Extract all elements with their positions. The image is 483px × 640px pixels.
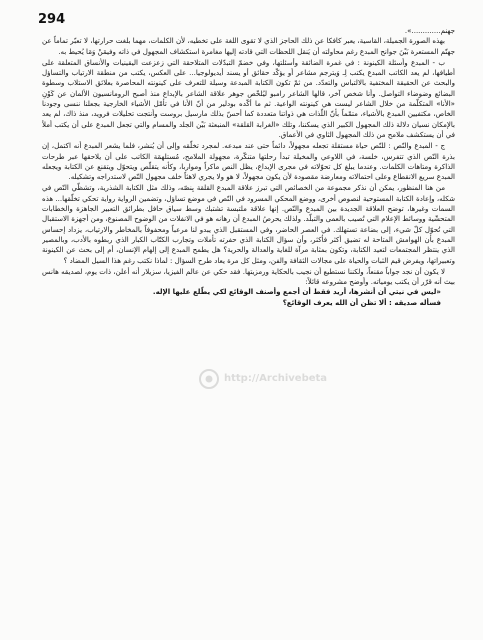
quote-line-1: «ليس في نيتي أن أنشرها، أريد فقط أن أجمع وأصنف الوقائع لكي يطّلع عليها الإله. xyxy=(152,287,441,297)
paragraph-section-b: ب - المبدع وأسئلة الكينونة : في غمرة الضائقة وأسئلتها، وفي خضمّ التبدّلات المتلاحقة التي زعزعت اليقينيات والأنساق المتعلقة على أطيافها، لم يعد الكاتب المبدع يكتب لِـ وَيترجم مشاعر أو يؤكّد حقائق أو يسند أيديولوجيا... على العكس، يكتب من منطقة الارتياب والتساؤل والبحث عن الحقيقة المختفية بالالتباس والتعدّد. من ثمّ تكون الكتابة المبدعة وسيلة للتعرف على كينونته المحاصرة بعلائق الاستلاب وسطوة البضائع وضوضاء التواصل. وأنا شخص آخر، قالها الشاعر رامبو ليُلخّص جوهر علاقة الشاعر بالإبداع منذ أصبح الرومانسيون الألمان عن كَوْنِ «الأنا» المتكلّمة من خلال الشاعر ليست هي كينونته الواعية. ثم ما أكّده بودلير من أنّ الأنا في تأمّل الأشياء الخارجية بجعلنا ننسى وجودنا الخاص، مكتفيين المبدع بالأشياء، متمّماً بأنّ اللّذات هي ذواتنا متعددة كما أحسّ بذلك مارسيل بروست وأنتجت تحليلات فرويد، منذ ذاك، لم يعد بالإمكان نسيان دلالة ذلك المجهول الكبير الذي يسكننا، وتلك «الغرابة القلقة» المنبعثة بَيْن الجلد والمسام والتي تجعل المبدع على أن يكتب أملاً في أن يستكشف ملامح من ذلك المجهول الثاوي في الأعماق. xyxy=(42,57,455,139)
paragraph-anecdote: لا يكون أن نجد جواباً مقنعاً، ولكننا نستطيع أن نجيب بالحكاية ورمزيتها. فقد حكي عن عالم الفيزيا، سزيلار أنه أعلن، ذات يوم، لصديقه هانس بيث أنه قرّر أن يكتب يومياته. وأوضح مشروعه قائلاً: xyxy=(42,266,455,287)
paragraph-kafka: بهذه الصورة الجميلة، القاسية، يعبر كافكا عن ذلك الحاجز الذي لا تقوى اللغة على تخطيه، لأن الكلمات، مهما بلغت حرارتها، لا تعبّر تماماً عن جهنّم المستعرة بَيْنَ جوانح المبدع رغم محاولته أن يَنقل اللحظات التي قادته إليها مغامرة استكشاف المجهول في ذاته وفيمَنْ وَمَا يُحيط به. xyxy=(42,36,455,56)
page-number: 294 xyxy=(38,12,66,27)
page-body xyxy=(42,26,455,634)
watermark-text: http://Archivebeta xyxy=(224,373,328,384)
paragraph-perspective: من هنا المنظور، يمكن أن نذكر مجموعة من الخصائص التي تبرز علاقة المبدع القلقة بِنصّه، وذلك مثل الكتابة الشذرية، وتشظّي النّص في شكله، وإعادة الكتابة المستوحية لنصوص أخرى، ووضع المحكي المسرود في النّص في موضع تساؤل، وتضمين الرواية رواية تحكي تخلّقها... هذه السمات وغيرها، توضح العلاقة الجديدة بين المبدع والنّص. إنها علاقة ملتبسة تشتبك وسط سياق حافل بطرائق التعبير الجاهزة والخطابات المتحشّية ووسائط الإعلام التي تُصيب بالعمى والتبلّد. ولذلك يحرصُ المبدع أن رهانه هو في الانفلات من الوضوح المصنوع، ومن أجهزة الاستقبال التي تُحوّل كلّ شيء، إلى بضاعة تستهلك. في العصر الحاضر، وفي المستقبل الذي يبدو لنا مرعباً ومحفوفاً بالمخاطر والارتياب، يزداد إحساس المبدع بأن الهوامش المتاحة له تضيق أكثر فأكثر، وأن سؤال الكتابة الذي حفرته تأملات وتجارب الكتّاب الكبار الذي ربطوه بالأدب، وبالمصير الذي ينتظر المجتمعات لتعيد الكتابة، وتكون بمثابة مرآة للغاية والعدالة والحرية؟ هل يطمح المبدع إلى إلهام الإنسان، أم إلى بحث عن الكينونة وتعبيراتها، ويفرض قيم الثبات والحياة على مجالات الثقافة والفن، ومثل كل مرة يعاد طرح السؤال : لماذا نكتب رغم هذا السيل المضاد ؟ xyxy=(42,183,455,265)
paragraph-section-c: ج - المبدع والنّص : للنّص حياة مستقلة تجعله مجهولاً، دائماً حتى عند مبدعه. لمجرد تخلّقه وإلى أن يُنشر، فلما يشعر المبدع أنه اكتمل، إن بذرة النّص الذي تتفرس، خلسة، في اللاوعي والمخيلة تبدأ رحلتها متنكّرة، مجهولة الملامح، مُستلهمَة الكاتب على أن يلاحقها عبر طرحات الذاكرة ومتاهات الكلمات. وعندما يبلغ كل تحوّلاته في مجرى الإبداع، يظل النص ماكراً ومواربا، وكأنه يتقلّص ويتحوّل ويتقنع عن الكتابة ويجعله المبدع سريع الانقطاع وعلى احتمالاته ومعارضة مقصودة لأن يكون مجهولاً، لا هو ولا يجري لاهثاً خلف مجهول النّص لاستدراجه وتشكيله. xyxy=(42,141,455,182)
closing-quote-line: جهنم.............». xyxy=(404,26,455,35)
quote-line-2: فسأله صديقه : ألا تظن أن الله يعرف الوقائع؟ xyxy=(282,297,441,307)
